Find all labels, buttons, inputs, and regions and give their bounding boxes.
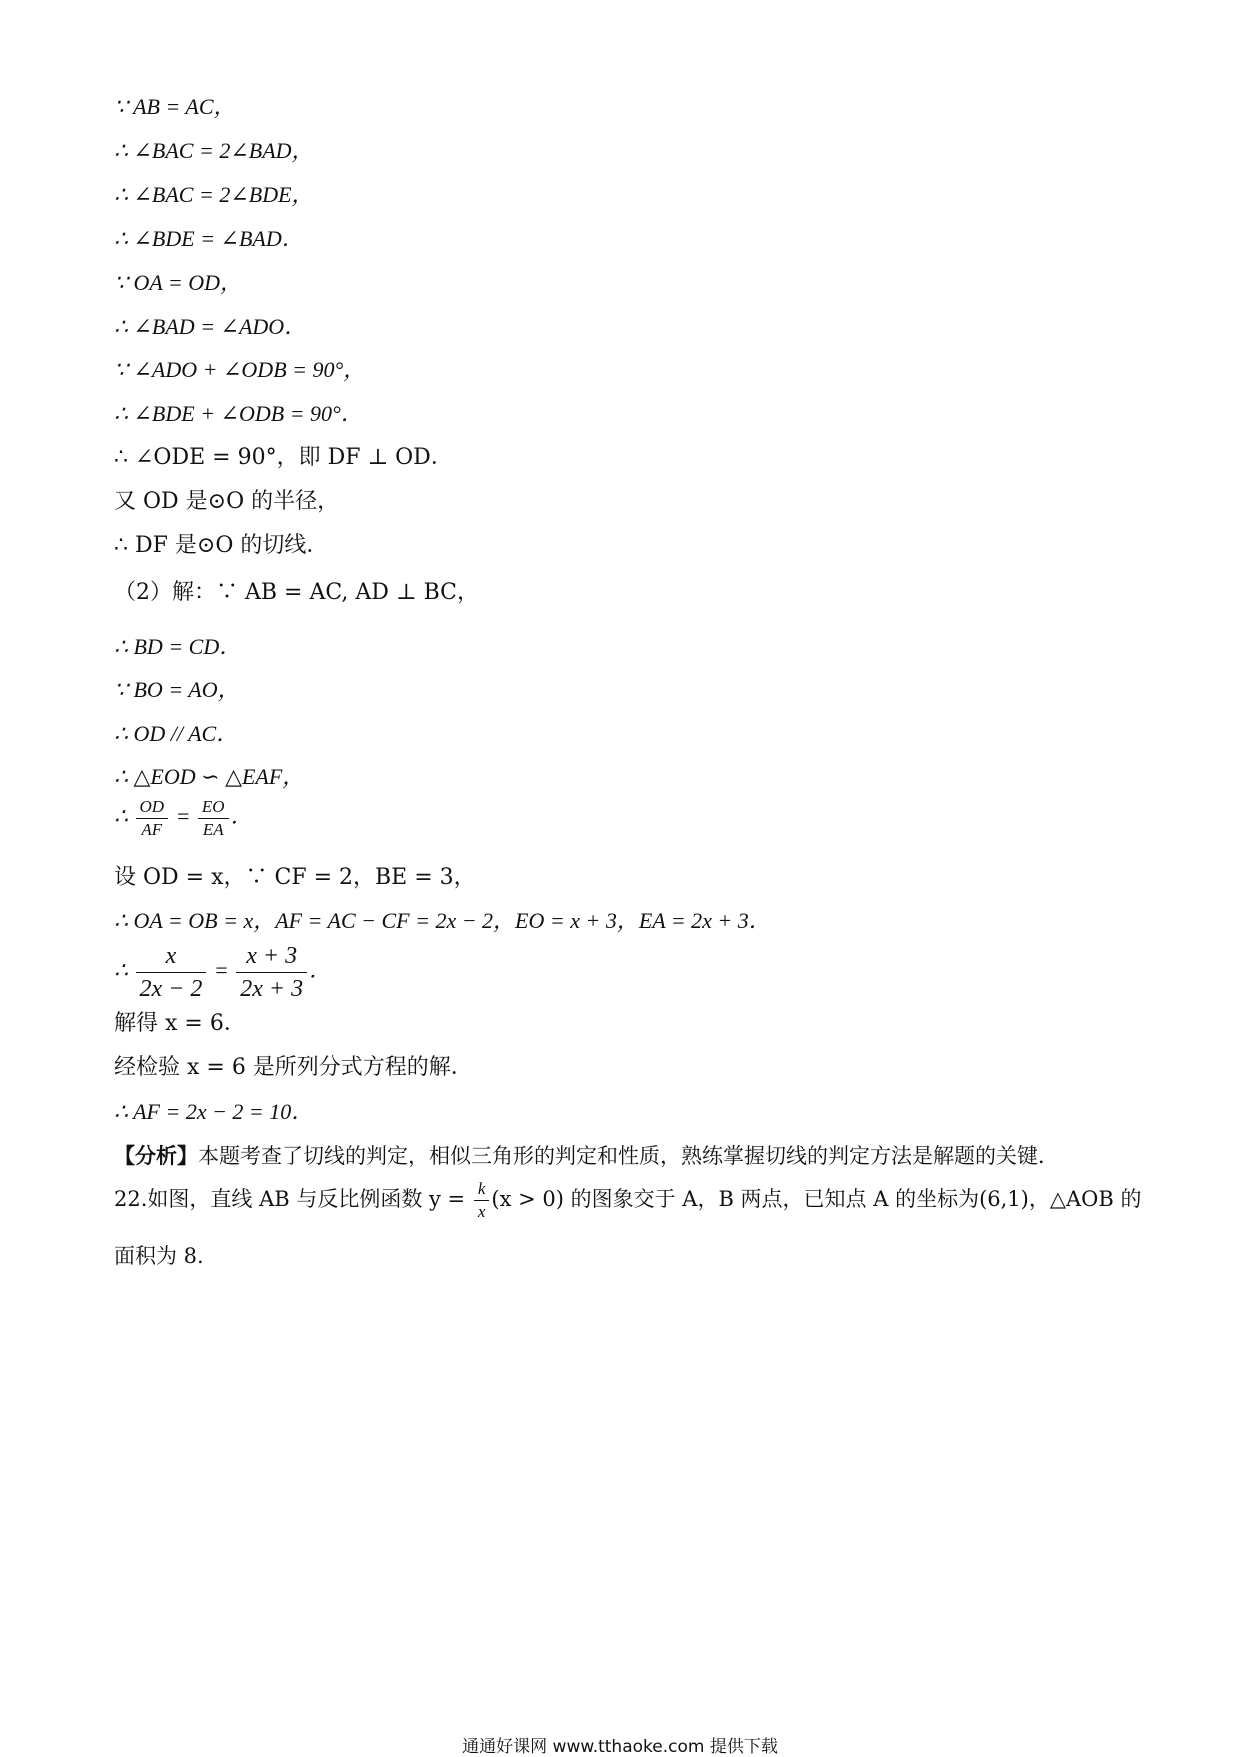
line-8: ∴ ∠BDE + ∠ODB = 90°． [114,401,363,426]
problem-22-frac [474,1178,490,1223]
line-16: ∴ △EOD ∽ △EAF， [114,764,305,789]
eq-frac-2 [236,940,307,1005]
eq-eq: = [208,957,235,983]
problem-22-part1: 22.如图，直线 AB 与反比例函数 y = [114,1187,472,1211]
line-14: ∵ BO = AO， [114,677,240,702]
line-1: ∵ AB = AC， [114,94,236,119]
eq-frac-2-num: x + 3 [236,940,307,973]
analysis-line [114,1141,1059,1171]
problem-22-frac-num: k [474,1178,490,1201]
line-19: 解得 x = 6． [114,1011,246,1036]
ratio-frac-1-num: OD [136,796,169,819]
eq-frac-1-den: 2x − 2 [139,976,203,1002]
line-6: ∴ ∠BAD = ∠ADO． [114,314,307,339]
line-12: （2）解：∵ AB = AC, AD ⊥ BC， [114,580,479,605]
problem-22-line2: 面积为 8. [114,1244,204,1268]
line-17: 设 OD = x，∵ CF = 2，BE = 3， [114,865,476,890]
ratio-frac-2-den: EA [202,820,224,839]
problem-22 [114,1178,1142,1223]
line-21: ∴ AF = 2x − 2 = 10． [114,1099,314,1124]
line-3: ∴ ∠BAC = 2∠BDE， [114,182,314,207]
ratio-line [114,796,253,841]
footer: 通通好课网 www.tthaoke.com 提供下载 [462,1737,778,1757]
line-18: ∴ OA = OB = x，AF = AC − CF = 2x − 2，EO = x + 3，EA = 2x + 3． [114,908,771,933]
problem-22-part2: (x > 0) 的图象交于 A，B 两点，已知点 A 的坐标为(6,1)，△AOB 的 [491,1187,1142,1211]
line-13: ∴ BD = CD． [114,634,242,659]
line-9: ∴ ∠ODE = 90°，即 DF ⊥ OD． [114,445,453,470]
line-15: ∴ OD // AC． [114,721,239,746]
ratio-eq: = [170,803,196,829]
ratio-frac-1 [136,796,169,841]
line-20: 经检验 x = 6 是所列分式方程的解． [114,1055,473,1080]
ratio-suffix: ． [230,803,253,829]
eq-frac-1-num: x [136,940,207,973]
line-10: 又 OD 是⊙O 的半径， [114,489,340,514]
ratio-prefix: ∴ [114,803,134,829]
analysis-text: 本题考查了切线的判定，相似三角形的判定和性质，熟练掌握切线的判定方法是解题的关键． [198,1144,1059,1168]
problem-22-frac-den: x [477,1202,486,1221]
analysis-label: 【分析】 [114,1144,198,1168]
line-5: ∵ OA = OD， [114,270,243,295]
ratio-frac-2 [198,796,229,841]
eq-suffix: ． [309,957,332,983]
line-7: ∵ ∠ADO + ∠ODB = 90°， [114,357,366,382]
ratio-frac-1-den: AF [141,820,163,839]
line-4: ∴ ∠BDE = ∠BAD． [114,226,304,251]
line-11: ∴ DF 是⊙O 的切线． [114,533,329,558]
eq-frac-1 [136,940,207,1005]
line-2: ∴ ∠BAC = 2∠BAD， [114,138,314,163]
eq-frac-2-den: 2x + 3 [240,976,304,1002]
ratio-frac-2-num: EO [198,796,229,819]
equation-line [114,940,331,1005]
eq-prefix: ∴ [114,957,134,983]
